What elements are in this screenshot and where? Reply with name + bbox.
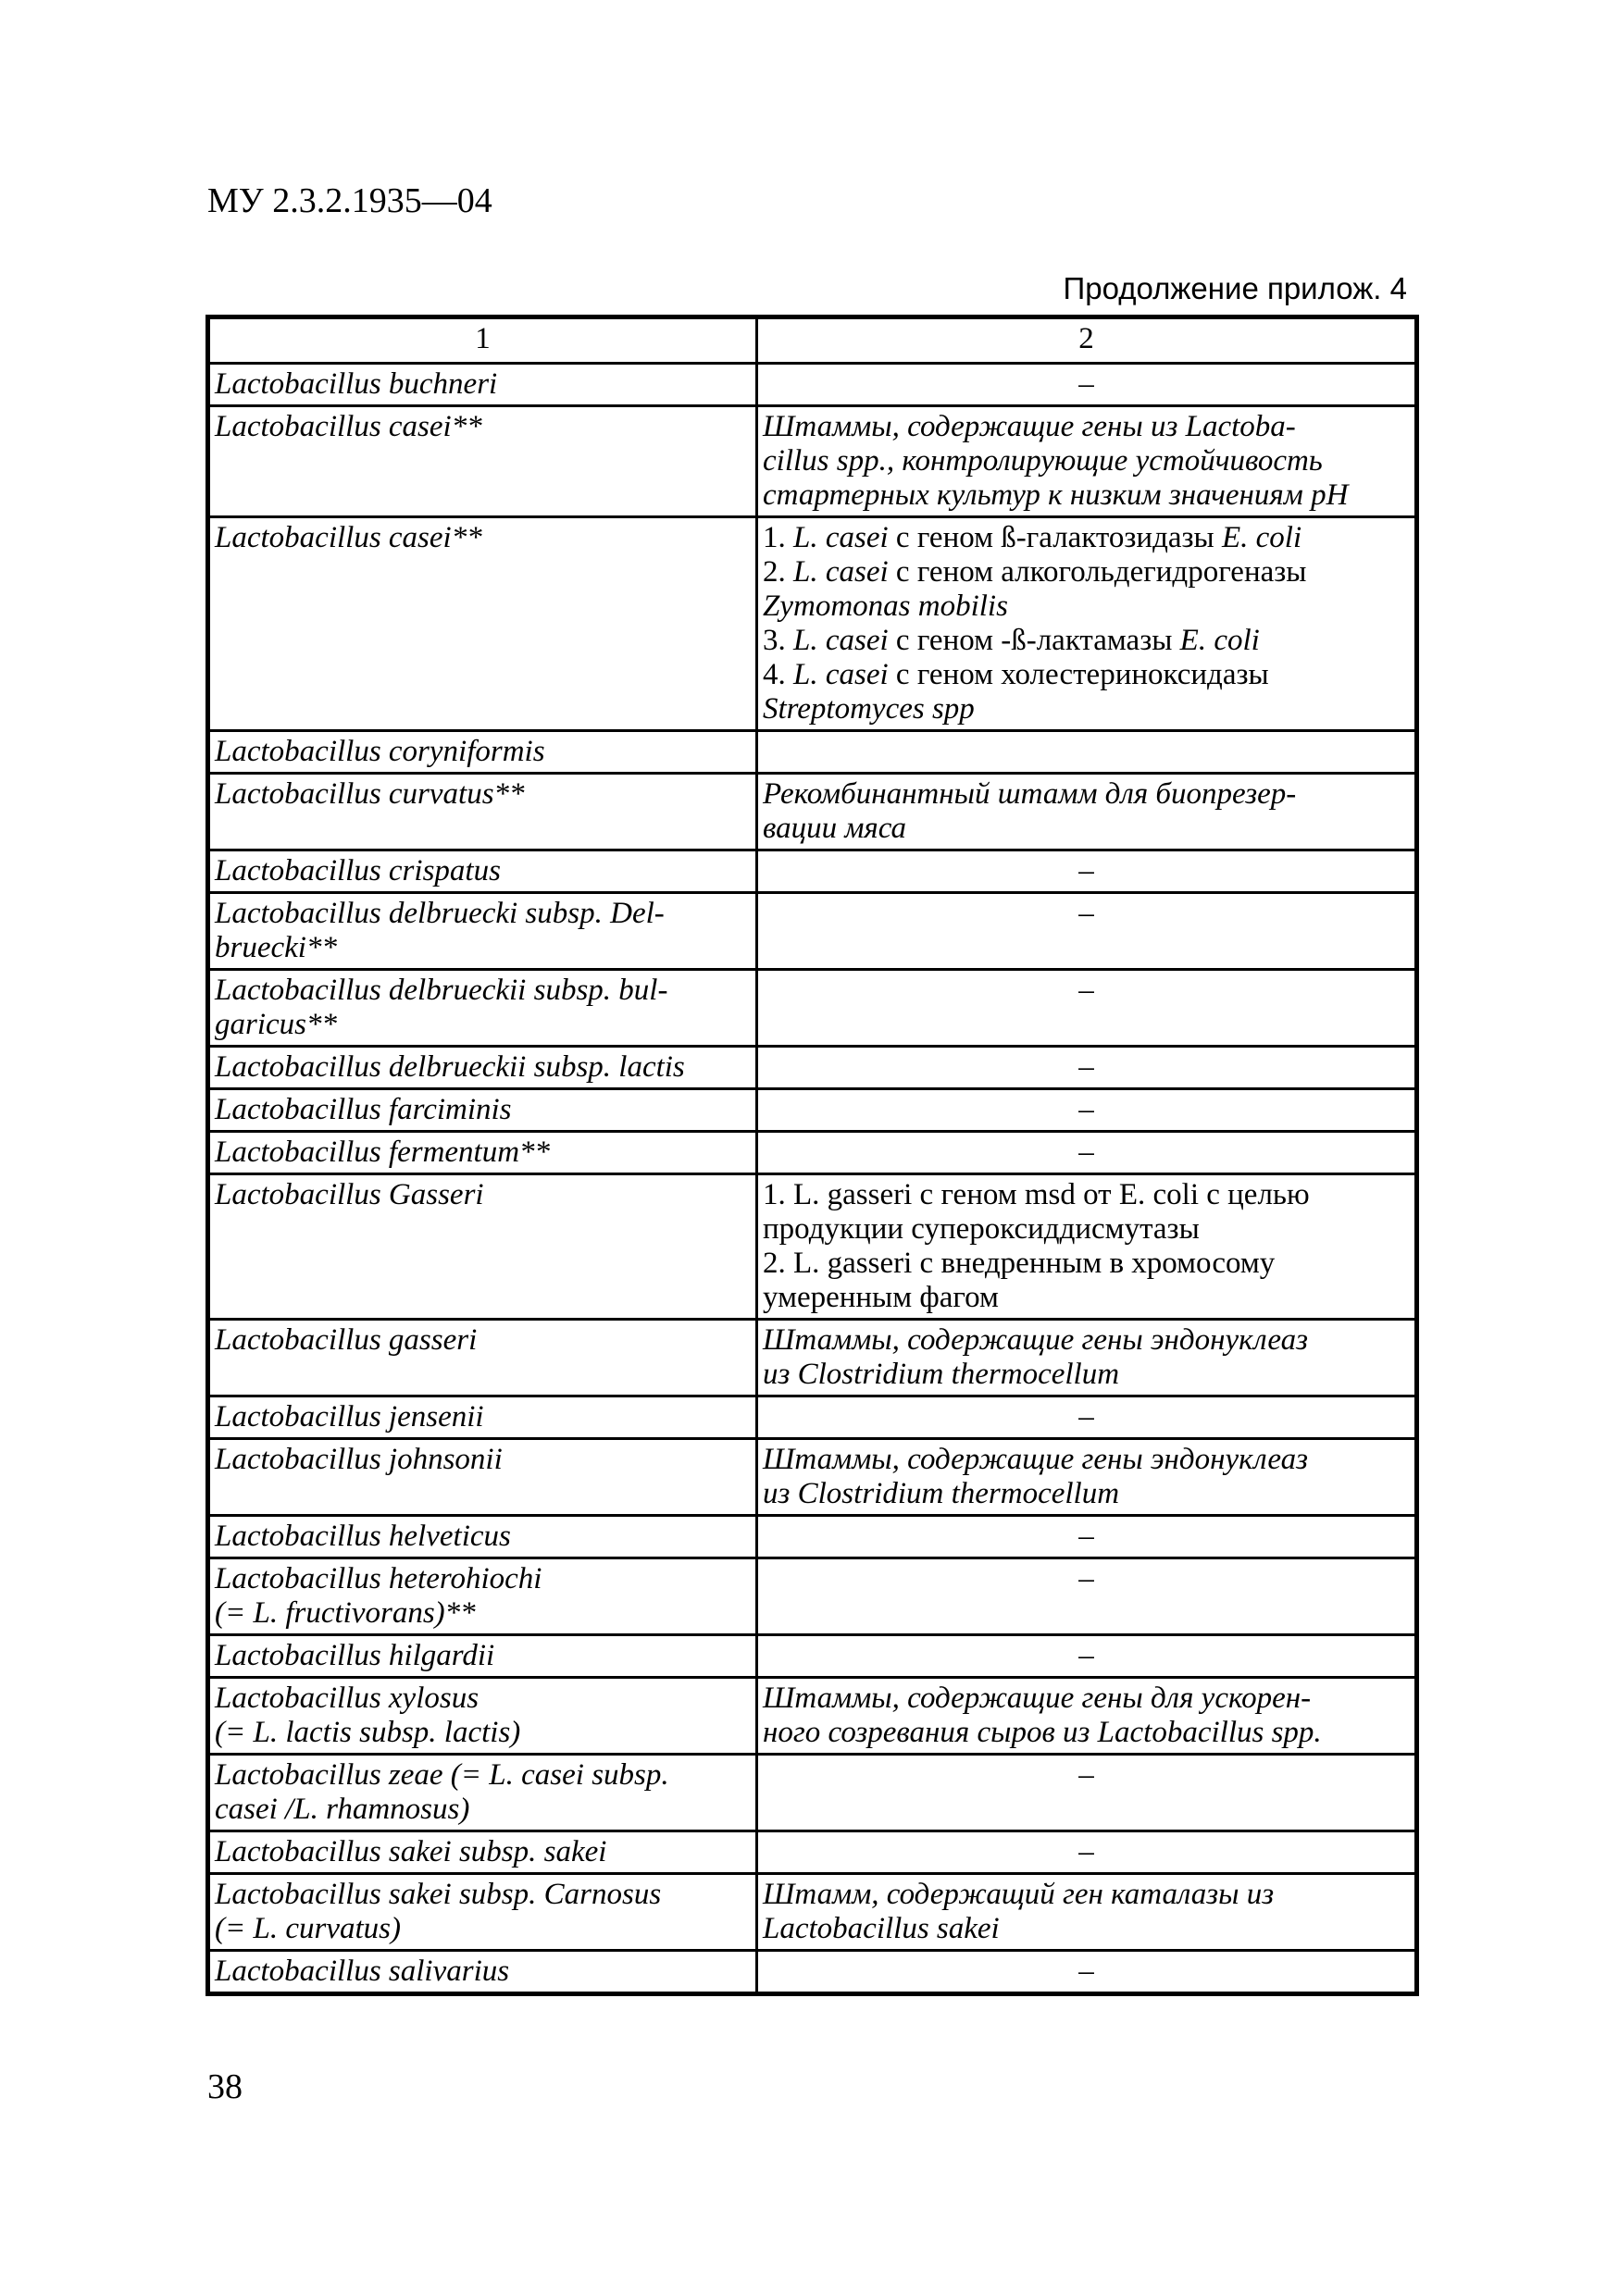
strain-note-cell — [757, 1396, 1417, 1439]
table-row — [208, 364, 1417, 406]
note-text: с геном -ß-лактамазы — [888, 624, 1180, 657]
table-row — [208, 774, 1417, 850]
strain-note-line: Штаммы, содержащие гены эндонуклеаз — [763, 1443, 1309, 1476]
organism-name: Streptomyces spp — [763, 692, 975, 726]
species-name-line: Lactobacillus johnsonii — [215, 1443, 503, 1476]
strain-note-cell — [757, 850, 1417, 893]
species-name-cell — [208, 1755, 757, 1831]
note-text: с геном алкогольдегидрогеназы — [888, 555, 1307, 589]
species-name-line: (= L. fructivorans)** — [215, 1596, 476, 1630]
species-name-line: Lactobacillus sakei subsp. Carnosus — [215, 1878, 662, 1911]
strain-note-line: cillus spp., контролирующие устойчивость — [763, 444, 1323, 478]
table-row — [208, 1320, 1417, 1396]
strain-note-line: – — [1078, 1835, 1094, 1868]
note-text: 2. — [763, 555, 793, 589]
strain-note-cell — [757, 893, 1417, 970]
species-name-cell — [208, 1635, 757, 1678]
species-name-cell — [208, 406, 757, 517]
table-row — [208, 1439, 1417, 1516]
organism-name: L. casei — [793, 555, 889, 589]
species-name-cell — [208, 774, 757, 850]
strain-note-line: – — [1078, 1758, 1094, 1792]
table-row — [208, 1396, 1417, 1439]
species-name-cell — [208, 731, 757, 774]
table-row — [208, 1089, 1417, 1132]
strain-note-cell — [757, 1439, 1417, 1516]
species-name-cell — [208, 1678, 757, 1755]
strain-note-line: – — [1078, 1050, 1094, 1084]
strain-note-line — [763, 692, 1410, 726]
species-name-line: Lactobacillus crispatus — [215, 854, 501, 887]
strain-note-cell — [757, 1516, 1417, 1558]
species-name-line: casei /L. rhamnosus) — [215, 1793, 470, 1826]
strain-note-cell — [757, 1755, 1417, 1831]
strain-note-cell — [757, 517, 1417, 731]
species-name-line: Lactobacillus zeae (= L. casei subsp. — [215, 1758, 669, 1792]
species-name-line: bruecki** — [215, 931, 337, 964]
strain-note-line: – — [1078, 1136, 1094, 1169]
table-row — [208, 1678, 1417, 1755]
strain-note-line: Штаммы, содержащие гены эндонуклеаз — [763, 1323, 1309, 1357]
species-name-cell — [208, 1951, 757, 1994]
strain-note-line — [763, 590, 1410, 624]
page-number: 38 — [207, 2067, 243, 2106]
table-row — [208, 1516, 1417, 1558]
species-name-cell — [208, 1047, 757, 1089]
species-name-cell — [208, 1874, 757, 1951]
species-name-line: garicus** — [215, 1008, 337, 1041]
table-row — [208, 1174, 1417, 1320]
strain-note-cell — [757, 1951, 1417, 1994]
note-text: 4. — [763, 658, 793, 691]
species-name-line: Lactobacillus fermentum** — [215, 1136, 551, 1169]
organism-name: L. casei — [793, 624, 889, 657]
species-name-cell — [208, 1320, 757, 1396]
table-row — [208, 1755, 1417, 1831]
table-row — [208, 517, 1417, 731]
species-name-line: Lactobacillus gasseri — [215, 1323, 478, 1357]
species-name-line: Lactobacillus casei** — [215, 410, 482, 443]
strain-note-cell — [757, 774, 1417, 850]
species-name-line: Lactobacillus heterohiochi — [215, 1562, 542, 1595]
strain-note-line: 1. L. gasseri с геном msd от E. coli с целью — [763, 1178, 1310, 1211]
species-name-line: Lactobacillus coryniformis — [215, 735, 545, 768]
strain-note-cell — [757, 1874, 1417, 1951]
strain-note-line — [763, 555, 1410, 590]
strain-note-line — [763, 658, 1410, 692]
species-name-line: (= L. curvatus) — [215, 1912, 401, 1945]
strain-note-cell — [757, 731, 1417, 774]
table-row — [208, 731, 1417, 774]
strain-note-cell — [757, 364, 1417, 406]
strain-note-cell — [757, 406, 1417, 517]
species-name-line: Lactobacillus jensenii — [215, 1400, 484, 1433]
strain-note-line: ного созревания сыров из Lactobacillus spp. — [763, 1716, 1322, 1749]
strain-note-line: – — [1078, 1562, 1094, 1595]
strain-note-line: 2. L. gasseri с внедренным в хромосому — [763, 1247, 1276, 1280]
strain-note-line: продукции супероксиддисмутазы — [763, 1212, 1200, 1246]
species-name-line: Lactobacillus helveticus — [215, 1520, 511, 1553]
table-row — [208, 1951, 1417, 1994]
species-name-line: Lactobacillus salivarius — [215, 1955, 510, 1988]
species-name-line: (= L. lactis subsp. lactis) — [215, 1716, 521, 1749]
organism-name: E. coli — [1179, 624, 1260, 657]
species-name-cell — [208, 1174, 757, 1320]
strain-note-line: из Clostridium thermocellum — [763, 1358, 1120, 1391]
table-row — [208, 893, 1417, 970]
species-name-cell — [208, 364, 757, 406]
strain-note-line: умеренным фагом — [763, 1281, 999, 1314]
species-name-line: Lactobacillus hilgardii — [215, 1639, 495, 1672]
table-row — [208, 1558, 1417, 1635]
column-header-2: 2 — [757, 317, 1417, 364]
strain-note-cell — [757, 1047, 1417, 1089]
column-header-1: 1 — [208, 317, 757, 364]
species-name-cell — [208, 1558, 757, 1635]
species-name-cell — [208, 1439, 757, 1516]
note-text: с геном холестериноксидазы — [888, 658, 1269, 691]
strain-note-cell — [757, 970, 1417, 1047]
strain-note-cell — [757, 1558, 1417, 1635]
strain-note-cell — [757, 1132, 1417, 1174]
strain-note-line — [763, 521, 1410, 555]
organism-name: E. coli — [1221, 521, 1302, 554]
note-text: 3. — [763, 624, 793, 657]
strain-note-line: Штаммы, содержащие гены для ускорен- — [763, 1682, 1312, 1715]
strain-note-line: – — [1078, 1520, 1094, 1553]
strain-note-line: Рекомбинантный штамм для биопрезер- — [763, 777, 1297, 811]
species-name-cell — [208, 1089, 757, 1132]
species-name-line: Lactobacillus farciminis — [215, 1093, 512, 1126]
continuation-label: Продолжение прилож. 4 — [1063, 271, 1407, 305]
strain-note-line: – — [1078, 1955, 1094, 1988]
table-row — [208, 1874, 1417, 1951]
table-header-row — [208, 317, 1417, 364]
species-name-line: Lactobacillus xylosus — [215, 1682, 479, 1715]
note-text: с геном ß-галактозидазы — [888, 521, 1222, 554]
strain-note-line: – — [1078, 1093, 1094, 1126]
document-number: МУ 2.3.2.1935—04 — [207, 181, 492, 220]
strain-note-cell — [757, 1089, 1417, 1132]
organism-name: Zymomonas mobilis — [763, 590, 1008, 623]
note-text: 1. — [763, 521, 793, 554]
strain-note-line: – — [1078, 367, 1094, 401]
table-row — [208, 1132, 1417, 1174]
species-name-line: Lactobacillus delbrueckii subsp. bul- — [215, 974, 668, 1007]
species-name-cell — [208, 850, 757, 893]
strain-note-line: Штаммы, содержащие гены из Lactoba- — [763, 410, 1296, 443]
species-name-line: Lactobacillus delbruecki subsp. Del- — [215, 897, 665, 930]
table-row — [208, 1831, 1417, 1874]
species-name-cell — [208, 1831, 757, 1874]
strain-note-cell — [757, 1831, 1417, 1874]
species-name-line: Lactobacillus casei** — [215, 521, 482, 554]
strain-note-cell — [757, 1174, 1417, 1320]
species-name-cell — [208, 1396, 757, 1439]
strain-note-line: – — [1078, 1400, 1094, 1433]
species-name-cell — [208, 1516, 757, 1558]
strain-note-line: из Clostridium thermocellum — [763, 1477, 1120, 1510]
organism-name: L. casei — [793, 521, 889, 554]
species-name-cell — [208, 517, 757, 731]
strain-note-line — [763, 624, 1410, 658]
strain-note-line: Lactobacillus sakei — [763, 1912, 1000, 1945]
table-row — [208, 1047, 1417, 1089]
organism-name: L. casei — [793, 658, 889, 691]
strain-note-line: – — [1078, 974, 1094, 1007]
table-row — [208, 1635, 1417, 1678]
species-name-line: Lactobacillus delbrueckii subsp. lactis — [215, 1050, 685, 1084]
species-name-cell — [208, 970, 757, 1047]
strain-note-line: – — [1078, 897, 1094, 930]
species-name-line: Lactobacillus Gasseri — [215, 1178, 484, 1211]
species-name-cell — [208, 893, 757, 970]
table-row — [208, 406, 1417, 517]
strain-note-cell — [757, 1320, 1417, 1396]
species-name-line: Lactobacillus curvatus** — [215, 777, 525, 811]
strain-note-line: – — [1078, 854, 1094, 887]
species-name-line: Lactobacillus sakei subsp. sakei — [215, 1835, 607, 1868]
strain-note-line: Штамм, содержащий ген каталазы из — [763, 1878, 1275, 1911]
strain-note-line: – — [1078, 1639, 1094, 1672]
strain-note-cell — [757, 1635, 1417, 1678]
species-name-line: Lactobacillus buchneri — [215, 367, 498, 401]
table-row — [208, 850, 1417, 893]
strain-note-line: вации мяса — [763, 812, 907, 845]
table-row — [208, 970, 1417, 1047]
strain-note-line: стартерных культур к низким значениям pH — [763, 478, 1349, 512]
strain-note-cell — [757, 1678, 1417, 1755]
species-table — [205, 315, 1419, 1996]
species-name-cell — [208, 1132, 757, 1174]
